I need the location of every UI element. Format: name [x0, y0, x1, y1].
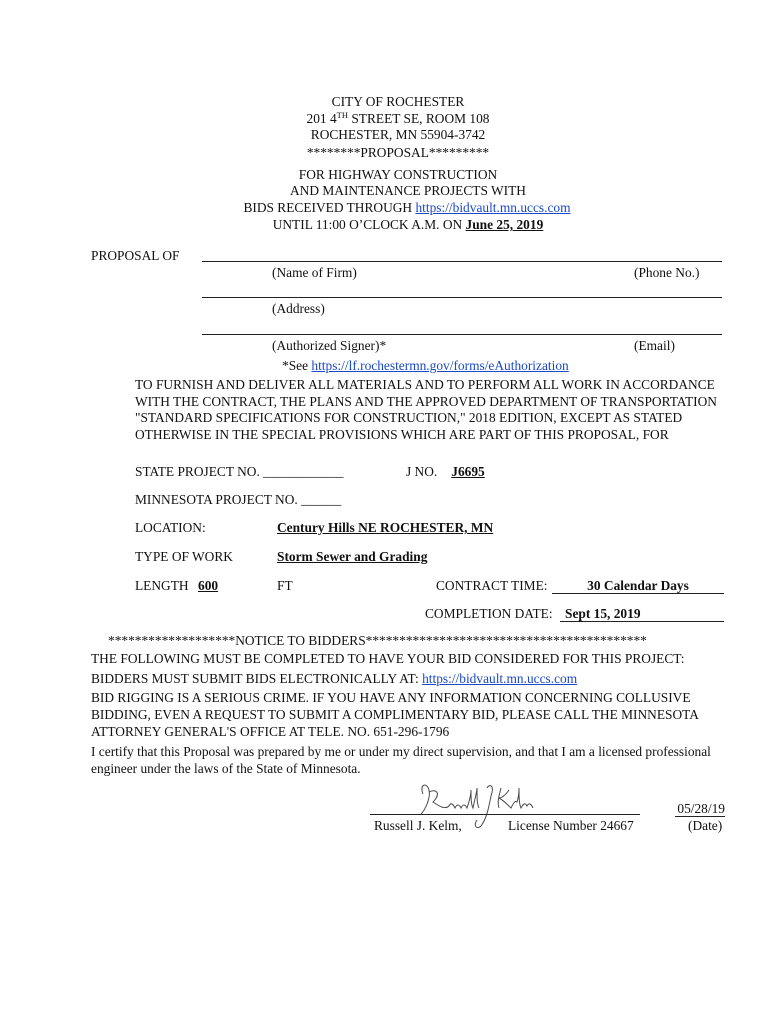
bid-due-date: June 25, 2019: [465, 217, 544, 232]
authorized-signer-label: (Authorized Signer)*: [272, 338, 387, 353]
j-no: [406, 464, 485, 480]
mn-project-blank: ______: [301, 492, 342, 507]
proposal-banner: ********PROPOSAL*********: [306, 145, 490, 160]
bids-prefix: BIDS RECEIVED THROUGH: [243, 200, 416, 215]
length-label: LENGTH: [135, 578, 189, 593]
j-no-label: J NO.: [406, 464, 438, 479]
license-number: License Number 24667: [508, 818, 634, 833]
for-line-1: FOR HIGHWAY CONSTRUCTION: [298, 167, 498, 182]
header-city-zip: ROCHESTER, MN 55904-3742: [310, 127, 486, 142]
length-value: 600: [198, 578, 219, 593]
phone-no-label: (Phone No.): [634, 265, 700, 280]
signature-line[interactable]: [370, 814, 640, 815]
certify-paragraph: I certify that this Proposal was prepared by me or under my direct supervision, and that I am a licensed professional engineer under the laws of the State of Minnesota.: [91, 744, 711, 776]
notice-banner: *******************NOTICE TO BIDDERS******************************************: [108, 633, 647, 648]
length-unit: FT: [277, 578, 293, 593]
type-of-work-value: Storm Sewer and Grading: [277, 549, 428, 564]
mn-project-label: MINNESOTA PROJECT NO.: [135, 492, 298, 507]
firm-signature-line[interactable]: [202, 261, 722, 262]
until-prefix: UNTIL 11:00 O’CLOCK A.M. ON: [272, 217, 466, 232]
header-address: [0, 110, 770, 127]
address-label: (Address): [272, 301, 325, 316]
header-city: CITY OF ROCHESTER: [331, 94, 465, 109]
email-label: (Email): [634, 338, 675, 353]
location-label: LOCATION:: [135, 520, 206, 535]
bid-rigging-paragraph: BID RIGGING IS A SERIOUS CRIME. IF YOU HAVE ANY INFORMATION CONCERNING COLLUSIVE BIDDING, EVEN A REQUEST TO SUBMIT A COMPLIMENTARY BID, PLEASE CALL THE MINNESOTA ATTORNEY GENERAL'S OFFICE AT TELE. NO. 651-296-1796: [91, 690, 699, 739]
header-address-sup: TH: [336, 110, 348, 120]
signer-name: Russell J. Kelm,: [374, 818, 462, 833]
proposal-of-label: PROPOSAL OF: [91, 248, 180, 263]
bids-received: [0, 200, 770, 216]
notice-line-1: THE FOLLOWING MUST BE COMPLETED TO HAVE YOUR BID CONSIDERED FOR THIS PROJECT:: [91, 651, 685, 666]
notice-electronic-prefix: BIDDERS MUST SUBMIT BIDS ELECTRONICALLY AT:: [91, 671, 423, 686]
date-label: (Date): [688, 818, 723, 833]
type-of-work-label: TYPE OF WORK: [135, 549, 233, 564]
contract-time-label: CONTRACT TIME:: [436, 578, 548, 593]
furnish-paragraph: TO FURNISH AND DELIVER ALL MATERIALS AND TO PERFORM ALL WORK IN ACCORDANCE WITH THE CONTRACT, THE PLANS AND THE APPROVED DEPARTMENT OF TRANSPORTATION "STANDARD SPECIFICATIONS FOR CONSTRUCTION," 2018 EDITION, EXCEPT AS STATED OTHERWISE IN THE SPECIAL PROVISIONS WHICH ARE PART OF THIS PROPOSAL, FOR: [135, 377, 717, 442]
header-address-num: 201 4: [306, 111, 337, 126]
until-line: [0, 217, 770, 233]
for-line-2: AND MAINTENANCE PROJECTS WITH: [290, 183, 526, 198]
see-note: [282, 358, 569, 374]
eauthorization-link[interactable]: https://lf.rochestermn.gov/forms/eAuthorization: [311, 358, 569, 373]
completion-date-label: COMPLETION DATE:: [425, 606, 553, 621]
completion-date-text: Sept 15, 2019: [565, 606, 641, 621]
name-of-firm-label: (Name of Firm): [272, 265, 357, 280]
mn-project-no: [135, 492, 341, 508]
signature-date: 05/28/19: [675, 801, 725, 817]
state-project-no: STATE PROJECT NO. ____________: [135, 464, 344, 479]
authorized-signer-line[interactable]: [202, 334, 722, 335]
contract-time-value: 30 Calendar Days: [552, 578, 724, 594]
see-prefix: *See: [282, 358, 312, 373]
address-line[interactable]: [202, 297, 722, 298]
j-no-value: J6695: [451, 464, 485, 479]
notice-bidvault-link[interactable]: https://bidvault.mn.uccs.com: [422, 671, 578, 686]
bidvault-link[interactable]: https://bidvault.mn.uccs.com: [415, 200, 571, 215]
location-value: Century Hills NE ROCHESTER, MN: [277, 520, 494, 535]
notice-electronic: [91, 671, 577, 687]
header-address-rest: STREET SE, ROOM 108: [348, 111, 490, 126]
completion-date-value: [560, 606, 724, 622]
